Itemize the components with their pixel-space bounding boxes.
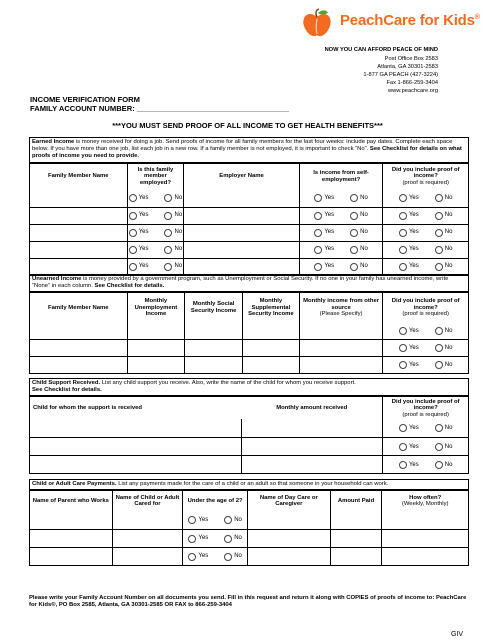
no-label: No [234,516,242,523]
col-caregiver: Name of Day Care or Caregiver [247,491,330,511]
yes-radio[interactable] [188,516,196,524]
input-cell[interactable] [381,511,468,529]
yes-label: Yes [324,263,335,270]
no-radio[interactable] [350,194,358,202]
choice-cell [382,322,468,339]
yes-radio[interactable] [129,212,137,220]
input-cell[interactable] [247,511,330,529]
care-payments-section [29,479,469,566]
input-cell[interactable] [30,208,127,224]
table-row [30,190,468,207]
input-cell[interactable] [299,340,383,356]
table-row [30,322,468,339]
choice-cell [127,259,184,275]
input-cell[interactable] [30,548,112,565]
child-support-header-row [30,396,468,419]
peach-icon [300,8,334,40]
yes-no-choice [399,263,452,271]
col-parent: Name of Parent who Works [32,497,109,504]
input-cell[interactable] [184,357,242,373]
input-cell[interactable] [299,322,383,339]
yes-no-choice [188,553,241,561]
yes-no-choice [129,212,182,220]
yes-radio[interactable] [399,212,407,220]
input-cell[interactable] [30,225,127,241]
no-radio[interactable] [224,535,232,543]
contact-line: Atlanta, GA 30301-2583 [377,64,438,71]
yes-no-choice [188,535,241,543]
input-cell[interactable] [241,419,382,437]
earned-intro: Earned Income is money received for doing a job. Send proofs of income for all family members for the last four weeks: include pay dates. Complete each space below. If you have more than one job, list each job in a new row. If a family member is not employed, it is important to check “No”. See Checklist for details on what proofs of income you need to provide. [30,138,468,163]
yes-label: Yes [408,263,419,270]
yes-no-choice [129,246,182,254]
yes-label: Yes [198,516,209,523]
form-title: INCOME VERIFICATION FORM [30,95,140,104]
peachcare-logo [300,6,480,42]
yes-label: Yes [408,345,419,352]
input-cell[interactable] [241,456,382,473]
tagline: NOW YOU CAN AFFORD PEACE OF MIND [324,47,438,53]
no-label: No [174,229,183,236]
input-cell[interactable] [127,322,185,339]
yes-radio[interactable] [399,194,407,202]
input-cell[interactable] [30,511,112,529]
yes-label: Yes [138,229,149,236]
no-radio[interactable] [435,229,443,237]
choice-cell [382,419,468,437]
no-label: No [360,212,368,219]
yes-radio[interactable] [399,327,407,335]
unearned-rows [30,322,468,373]
yes-no-choice [314,229,367,237]
choice-cell [182,530,247,547]
yes-label: Yes [198,535,209,542]
no-radio[interactable] [435,361,443,369]
earned-rows [30,190,468,275]
table-row [30,419,468,437]
table-row [30,241,468,258]
yes-no-choice [129,229,182,237]
yes-radio[interactable] [399,361,407,369]
input-cell[interactable] [30,419,241,437]
unearned-income-section [29,274,469,374]
no-radio[interactable] [164,246,172,254]
no-radio[interactable] [164,263,172,271]
no-label: No [444,246,453,253]
no-radio[interactable] [435,327,443,335]
choice-cell [127,242,184,258]
input-cell[interactable] [247,530,330,547]
table-row [30,511,468,529]
yes-no-choice [399,361,452,369]
yes-label: Yes [408,246,419,253]
contact-line: 1-877 GA PEACH (427-3224) [363,72,438,79]
input-cell[interactable] [242,322,299,339]
input-cell[interactable] [112,511,183,529]
input-cell[interactable] [184,322,242,339]
yes-no-choice [399,344,452,352]
input-cell[interactable] [330,530,382,547]
form-title-block [30,95,289,114]
no-label: No [360,194,368,201]
col-family-member: Family Member Name [47,304,109,311]
no-radio[interactable] [350,246,358,254]
choice-cell [382,190,468,207]
col-child: Child for whom the support is received [33,405,142,412]
choice-cell [182,511,247,529]
input-cell[interactable] [30,340,127,356]
yes-radio[interactable] [314,212,322,220]
yes-label: Yes [408,194,419,201]
input-cell[interactable] [30,190,127,207]
child-support-section [29,378,469,474]
yes-radio[interactable] [399,246,407,254]
input-cell[interactable] [30,438,241,455]
input-cell[interactable] [330,511,382,529]
table-row [30,455,468,473]
input-cell[interactable] [381,530,468,547]
yes-label: Yes [138,212,149,219]
banner: ***YOU MUST SEND PROOF OF ALL INCOME TO GET HEALTH BENEFITS*** [112,121,383,130]
no-label: No [444,425,453,432]
col-under-two: Under the age of 2? [182,491,247,511]
yes-label: Yes [324,229,335,236]
yes-radio[interactable] [399,229,407,237]
col-ssi: Monthly Supplemental Security Income [242,293,299,322]
no-label: No [360,246,368,253]
col-amount-paid: Amount Paid [330,491,382,511]
yes-no-choice [399,327,452,335]
unearned-intro: Unearned Income is money provided by a government program, such as Unemployment or Social Security. If no one in your family has unearned income, write “None” in each column. See Checklist for details. [30,275,468,292]
no-radio[interactable] [435,212,443,220]
col-monthly-amount: Monthly amount received [276,405,348,412]
yes-no-choice [188,516,241,524]
no-radio[interactable] [350,263,358,271]
input-cell[interactable] [184,340,242,356]
earned-header-row [30,163,468,190]
choice-cell [382,259,468,275]
input-cell[interactable] [112,530,183,547]
no-label: No [444,443,453,450]
no-label: No [444,461,453,468]
choice-cell [299,259,383,275]
input-cell[interactable] [30,456,241,473]
footer-note: Please write your Family Account Number on all documents you send. Fill in this request and return it along with COPIES of proofs of income to: PeachCare for Kids®, PO Box 2585, Atlanta, GA 30301-2585 OR FAX to 866-259-3404 [29,595,467,609]
yes-label: Yes [408,229,419,236]
yes-radio[interactable] [314,263,322,271]
choice-cell [382,242,468,258]
no-radio[interactable] [435,443,443,451]
input-cell[interactable] [183,242,298,258]
no-label: No [360,263,368,270]
yes-label: Yes [408,212,419,219]
yes-no-choice [399,443,452,451]
yes-radio[interactable] [399,344,407,352]
no-radio[interactable] [224,553,232,561]
table-row [30,224,468,241]
yes-no-choice [399,461,452,469]
col-proof: Did you include proof of income? (proof is required) [382,397,468,419]
col-employed: Is this family member employed? [127,164,184,190]
no-radio[interactable] [350,229,358,237]
input-cell[interactable] [242,357,299,373]
yes-label: Yes [324,194,335,201]
col-cared-for: Name of Child or Adult Cared for [112,491,183,511]
contact-line: Fax 1-866-259-3404 [386,80,438,87]
yes-label: Yes [198,553,209,560]
choice-cell [382,357,468,373]
choice-cell [127,190,184,207]
col-family-member: Family Member Name [47,173,109,180]
table-row [30,258,468,275]
yes-label: Yes [324,246,335,253]
table-row [30,207,468,224]
col-proof: Did you include proof of income? (proof is required) [382,293,468,322]
input-cell[interactable] [30,322,127,339]
yes-label: Yes [408,425,419,432]
input-cell[interactable] [30,357,127,373]
no-label: No [444,345,453,352]
yes-radio[interactable] [399,263,407,271]
earned-income-section [29,137,469,276]
choice-cell [127,225,184,241]
col-self-employment: Is income from self-employment? [299,164,383,190]
table-row [30,339,468,356]
brand-name: PeachCare for Kids® [340,12,480,29]
no-label: No [444,212,453,219]
input-cell[interactable] [241,438,382,455]
choice-cell [382,340,468,356]
input-cell[interactable] [183,208,298,224]
no-label: No [174,212,183,219]
family-account-number[interactable]: FAMILY ACCOUNT NUMBER: ____________________________________ [30,104,289,114]
care-rows [30,511,468,565]
table-row [30,529,468,547]
yes-no-choice [314,212,367,220]
input-cell[interactable] [30,259,127,275]
yes-label: Yes [408,327,419,334]
no-label: No [444,229,453,236]
yes-no-choice [129,263,182,271]
no-label: No [444,194,453,201]
input-cell[interactable] [112,548,183,565]
no-radio[interactable] [224,516,232,524]
choice-cell [299,208,383,224]
yes-radio[interactable] [129,229,137,237]
col-social-security: Monthly Social Security Income [184,293,242,322]
contact-block [325,46,438,96]
yes-label: Yes [408,443,419,450]
no-label: No [174,194,183,201]
input-cell[interactable] [299,357,383,373]
choice-cell [382,456,468,473]
yes-radio[interactable] [314,194,322,202]
yes-no-choice [314,246,367,254]
yes-no-choice [399,229,452,237]
col-how-often: How often? (Weekly, Monthly) [381,491,468,511]
no-label: No [234,553,242,560]
choice-cell [382,438,468,455]
yes-label: Yes [408,461,419,468]
choice-cell [182,548,247,565]
input-cell[interactable] [30,530,112,547]
yes-radio[interactable] [188,535,196,543]
yes-label: Yes [138,194,149,201]
yes-radio[interactable] [314,246,322,254]
yes-radio[interactable] [399,443,407,451]
input-cell[interactable] [183,259,298,275]
input-cell[interactable] [242,340,299,356]
yes-radio[interactable] [129,246,137,254]
table-row [30,356,468,373]
input-cell[interactable] [183,190,298,207]
contact-line: www.peachcare.org [388,88,438,95]
input-cell[interactable] [183,225,298,241]
yes-no-choice [129,194,182,202]
no-label: No [234,535,242,542]
no-radio[interactable] [435,344,443,352]
no-radio[interactable] [350,212,358,220]
contact-line: Post Office Box 2583 [384,56,438,63]
input-cell[interactable] [330,548,382,565]
col-proof: Did you include proof of income? (proof is required) [382,164,468,190]
yes-no-choice [399,246,452,254]
yes-no-choice [314,263,367,271]
yes-no-choice [399,212,452,220]
yes-no-choice [399,424,452,432]
col-employer: Employer Name [183,164,298,190]
form-code: GIV [451,631,464,638]
no-label: No [444,362,453,369]
yes-no-choice [314,194,367,202]
choice-cell [127,208,184,224]
choice-cell [299,190,383,207]
no-label: No [444,327,453,334]
col-unemployment: Monthly Unemployment Income [127,293,185,322]
no-radio[interactable] [435,263,443,271]
no-radio[interactable] [435,194,443,202]
input-cell[interactable] [127,340,185,356]
choice-cell [299,225,383,241]
input-cell[interactable] [247,548,330,565]
no-label: No [360,229,368,236]
no-label: No [174,263,183,270]
no-label: No [174,246,183,253]
table-row [30,547,468,565]
yes-no-choice [399,194,452,202]
choice-cell [299,242,383,258]
yes-radio[interactable] [399,461,407,469]
table-row [30,437,468,455]
care-header-row [30,490,468,511]
yes-radio[interactable] [188,553,196,561]
input-cell[interactable] [381,548,468,565]
choice-cell [382,225,468,241]
care-intro: Child or Adult Care Payments. List any payments made for the care of a child or an adult so that someone in your household can work. [30,480,468,490]
col-other-income: Monthly income from other source (Please Specify) [299,293,383,322]
no-radio[interactable] [164,194,172,202]
yes-label: Yes [138,246,149,253]
yes-radio[interactable] [129,263,137,271]
no-label: No [444,263,453,270]
yes-radio[interactable] [399,424,407,432]
yes-radio[interactable] [129,194,137,202]
yes-label: Yes [324,212,335,219]
no-radio[interactable] [435,424,443,432]
yes-label: Yes [408,362,419,369]
child-support-intro: Child Support Received. List any child support you receive. Also, write the name of the child for whom you receive support. See Checklist for details. [30,379,468,396]
input-cell[interactable] [127,357,185,373]
yes-radio[interactable] [314,229,322,237]
support-rows [30,419,468,473]
no-radio[interactable] [164,229,172,237]
no-radio[interactable] [435,461,443,469]
unearned-header-row [30,292,468,322]
yes-label: Yes [138,263,149,270]
no-radio[interactable] [435,246,443,254]
choice-cell [382,208,468,224]
input-cell[interactable] [30,242,127,258]
no-radio[interactable] [164,212,172,220]
